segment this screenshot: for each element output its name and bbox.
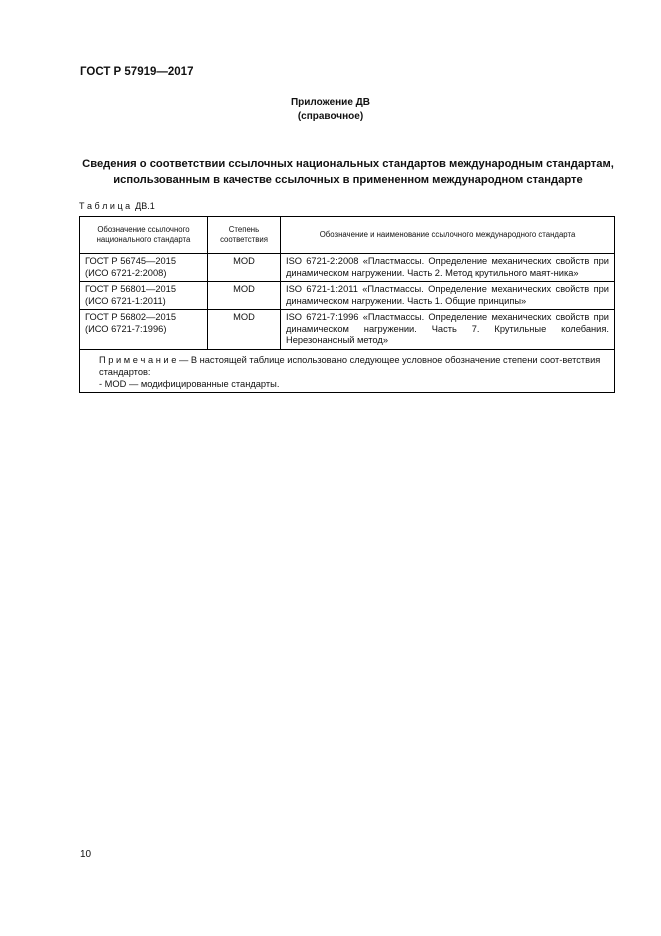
note-item: - MOD — модифицированные стандарты. — [99, 378, 280, 389]
header-degree: Степень соответствия — [208, 217, 281, 254]
conformity-table — [79, 216, 615, 393]
section-title: Сведения о соответствии ссылочных национальных стандартов международным стандартам, использованным в качестве ссылочных в примененном международном стандарте — [82, 158, 614, 186]
table-header-row — [80, 217, 615, 254]
table-note — [80, 349, 615, 392]
note-label: П р и м е ч а н и е — [99, 354, 177, 365]
note-text: — В настоящей таблице использовано следующее условное обозначение степени соот-ветствия стандартов: — [99, 354, 601, 377]
cell-national: ГОСТ Р 56801—2015 (ИСО 6721-1:2011) — [80, 282, 208, 310]
table-caption: Т а б л и ц а ДВ.1 — [79, 201, 155, 211]
table-row — [80, 310, 615, 350]
header-national-standard: Обозначение ссылочного национального стандарта — [80, 217, 208, 254]
table-row — [80, 254, 615, 282]
cell-international: ISO 6721-7:1996 «Пластмассы. Определение механических свойств при динамическом нагружении. Часть 7. Крутильные колебания. Нерезонансный метод» — [281, 310, 615, 350]
cell-degree: MOD — [208, 310, 281, 350]
appendix-heading — [0, 96, 661, 124]
header-international-standard: Обозначение и наименование ссылочного международного стандарта — [281, 217, 615, 254]
document-code: ГОСТ Р 57919—2017 — [80, 66, 194, 78]
cell-degree: MOD — [208, 282, 281, 310]
page-number: 10 — [80, 849, 92, 860]
cell-national: ГОСТ Р 56745—2015 (ИСО 6721-2:2008) — [80, 254, 208, 282]
appendix-kind: (справочное) — [297, 111, 364, 122]
table-note-row — [80, 349, 615, 392]
cell-degree: MOD — [208, 254, 281, 282]
cell-international: ISO 6721-1:2011 «Пластмассы. Определение механических свойств при динамическом нагружении. Часть 1. Общие принципы» — [281, 282, 615, 310]
cell-international: ISO 6721-2:2008 «Пластмассы. Определение механических свойств при динамическом нагружении. Часть 2. Метод крутильного маят-ника» — [281, 254, 615, 282]
table-row — [80, 282, 615, 310]
appendix-title: Приложение ДВ — [290, 97, 371, 108]
cell-national: ГОСТ Р 56802—2015 (ИСО 6721-7:1996) — [80, 310, 208, 350]
